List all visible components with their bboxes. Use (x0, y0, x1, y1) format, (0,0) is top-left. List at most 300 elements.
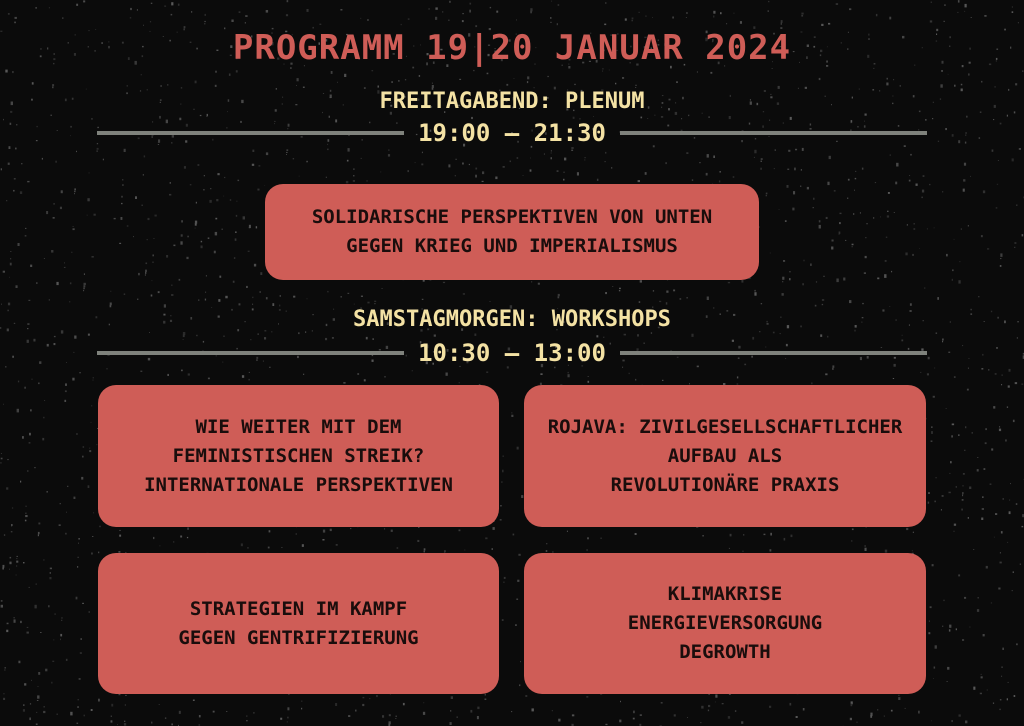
speckle-dot (39, 361, 41, 364)
speckle-dot (66, 362, 67, 363)
speckle-dot (91, 422, 92, 423)
workshop-line: ROJAVA: ZIVILGESELLSCHAFTLICHER (547, 415, 903, 438)
speckle-dot (931, 2, 932, 3)
speckle-dot (998, 588, 1000, 590)
speckle-dot (734, 13, 735, 14)
speckle-dot (951, 435, 953, 437)
speckle-dot (713, 16, 714, 18)
speckle-dot (11, 531, 13, 532)
speckle-dot (167, 84, 168, 85)
speckle-dot (360, 18, 361, 19)
speckle-dot (850, 718, 852, 720)
speckle-dot (12, 71, 14, 73)
speckle-dot (249, 372, 250, 373)
speckle-dot (215, 85, 217, 87)
speckle-dot (770, 253, 771, 254)
speckle-dot (181, 220, 183, 222)
speckle-dot (201, 241, 202, 243)
speckle-dot (1000, 265, 1002, 267)
speckle-dot (303, 374, 304, 375)
speckle-dot (234, 257, 235, 259)
speckle-dot (965, 135, 966, 136)
speckle-dot (456, 159, 457, 160)
speckle-dot (469, 164, 470, 165)
speckle-dot (1002, 648, 1004, 650)
speckle-dot (981, 368, 983, 370)
speckle-dot (57, 130, 58, 131)
speckle-dot (286, 152, 287, 153)
speckle-dot (77, 723, 79, 724)
speckle-dot (1000, 123, 1002, 125)
speckle-dot (865, 256, 867, 258)
speckle-dot (293, 296, 295, 298)
speckle-dot (10, 258, 11, 259)
speckle-dot (93, 513, 94, 514)
speckle-dot (87, 198, 89, 201)
speckle-dot (699, 162, 700, 163)
speckle-dot (462, 20, 464, 22)
speckle-dot (686, 17, 687, 18)
speckle-dot (900, 85, 901, 86)
speckle-dot (496, 11, 498, 13)
speckle-dot (153, 537, 154, 539)
speckle-dot (635, 379, 636, 381)
speckle-dot (307, 299, 308, 300)
speckle-dot (36, 584, 38, 585)
speckle-dot (27, 181, 29, 182)
speckle-dot (571, 150, 573, 151)
speckle-dot (71, 252, 72, 253)
speckle-dot (110, 291, 111, 292)
speckle-dot (942, 341, 943, 343)
saturday-time-row (97, 338, 927, 368)
speckle-dot (637, 334, 639, 336)
speckle-dot (233, 281, 235, 283)
speckle-dot (89, 611, 91, 612)
speckle-dot (1009, 511, 1011, 514)
speckle-dot (423, 702, 424, 703)
speckle-dot (932, 118, 933, 119)
speckle-dot (130, 8, 132, 10)
speckle-dot (38, 532, 40, 534)
speckle-dot (790, 703, 792, 706)
speckle-dot (141, 205, 143, 206)
speckle-dot (733, 176, 735, 178)
speckle-dot (419, 75, 420, 77)
speckle-dot (661, 702, 663, 703)
speckle-dot (65, 533, 67, 535)
speckle-dot (38, 523, 40, 525)
speckle-dot (245, 15, 247, 17)
speckle-dot (500, 519, 502, 520)
speckle-dot (931, 721, 932, 722)
speckle-dot (954, 377, 956, 378)
speckle-dot (801, 15, 803, 17)
workshop-card-feminist-strike (98, 385, 499, 527)
speckle-dot (779, 210, 780, 211)
speckle-dot (563, 172, 564, 173)
speckle-dot (299, 176, 300, 177)
speckle-dot (92, 256, 94, 258)
speckle-dot (203, 189, 205, 190)
speckle-dot (737, 376, 738, 378)
divider-line-left (97, 351, 404, 355)
speckle-dot (241, 543, 243, 546)
speckle-dot (83, 285, 85, 287)
speckle-dot (208, 238, 210, 239)
speckle-dot (819, 225, 821, 229)
plenum-line: SOLIDARISCHE PERSPEKTIVEN VON UNTEN (311, 206, 713, 228)
speckle-dot (1007, 407, 1008, 408)
speckle-dot (38, 534, 39, 536)
speckle-dot (281, 547, 282, 548)
workshop-line: AUFBAU ALS (667, 444, 783, 467)
speckle-dot (754, 150, 756, 154)
speckle-dot (37, 126, 38, 127)
speckle-dot (5, 366, 7, 367)
speckle-dot (942, 191, 943, 192)
speckle-dot (912, 551, 913, 552)
speckle-dot (876, 14, 878, 16)
speckle-dot (928, 632, 930, 634)
speckle-dot (619, 720, 621, 723)
speckle-dot (6, 487, 8, 489)
speckle-dot (969, 627, 970, 628)
friday-time: 19:00 – 21:30 (418, 119, 606, 147)
speckle-dot (155, 215, 157, 217)
speckle-dot (353, 180, 355, 182)
speckle-dot (380, 172, 381, 173)
speckle-dot (697, 71, 698, 72)
speckle-dot (93, 380, 94, 381)
speckle-dot (788, 150, 790, 152)
speckle-dot (990, 484, 992, 485)
speckle-dot (37, 700, 39, 701)
speckle-dot (516, 20, 517, 21)
speckle-dot (89, 172, 90, 173)
speckle-dot (158, 291, 160, 293)
speckle-dot (551, 150, 552, 151)
speckle-dot (80, 652, 82, 654)
speckle-dot (74, 497, 76, 499)
speckle-dot (493, 527, 495, 530)
workshop-line: GEGEN GENTRIFIZIERUNG (178, 626, 419, 649)
speckle-dot (988, 369, 989, 370)
speckle-dot (180, 536, 182, 538)
speckle-dot (18, 381, 19, 383)
speckle-dot (633, 711, 635, 714)
speckle-dot (761, 158, 763, 160)
speckle-dot (45, 669, 47, 672)
speckle-dot (248, 251, 250, 252)
speckle-dot (7, 623, 9, 625)
speckle-dot (36, 282, 38, 283)
speckle-dot (972, 432, 973, 433)
speckle-dot (825, 373, 827, 375)
speckle-dot (856, 722, 857, 723)
speckle-dot (587, 537, 589, 539)
speckle-dot (862, 303, 863, 304)
speckle-dot (287, 721, 288, 722)
speckle-dot (2, 567, 4, 569)
speckle-dot (44, 400, 45, 401)
speckle-dot (159, 545, 160, 546)
speckle-dot (153, 255, 154, 257)
speckle-dot (266, 10, 268, 13)
speckle-dot (828, 23, 830, 25)
speckle-dot (877, 709, 878, 710)
speckle-dot (111, 720, 113, 722)
speckle-dot (147, 239, 148, 240)
speckle-dot (998, 160, 999, 161)
speckle-dot (463, 293, 465, 295)
speckle-dot (40, 632, 42, 633)
speckle-dot (860, 212, 861, 213)
speckle-dot (31, 680, 32, 681)
speckle-dot (204, 175, 205, 176)
speckle-dot (848, 179, 850, 181)
speckle-dot (71, 126, 72, 128)
speckle-dot (5, 667, 6, 668)
speckle-dot (76, 151, 77, 152)
speckle-dot (927, 373, 929, 375)
speckle-dot (450, 710, 451, 711)
speckle-dot (193, 700, 195, 702)
speckle-dot (18, 661, 20, 664)
speckle-dot (42, 438, 44, 441)
speckle-dot (619, 290, 620, 291)
speckle-dot (25, 513, 26, 514)
speckle-dot (986, 566, 988, 569)
speckle-dot (459, 382, 460, 383)
speckle-dot (577, 172, 579, 175)
speckle-dot (952, 279, 953, 281)
speckle-dot (4, 670, 5, 671)
speckle-dot (287, 717, 289, 719)
speckle-dot (124, 294, 126, 295)
speckle-dot (23, 562, 25, 563)
speckle-dot (891, 710, 893, 712)
speckle-dot (952, 424, 954, 426)
speckle-dot (518, 554, 520, 556)
speckle-dot (768, 10, 769, 12)
speckle-dot (941, 509, 942, 510)
speckle-dot (15, 148, 16, 150)
speckle-dot (782, 277, 784, 280)
speckle-dot (967, 389, 969, 391)
speckle-dot (977, 469, 979, 471)
speckle-dot (964, 597, 966, 599)
speckle-dot (973, 549, 974, 550)
speckle-dot (89, 448, 90, 449)
speckle-dot (37, 695, 39, 698)
speckle-dot (246, 715, 247, 716)
speckle-dot (1015, 83, 1017, 85)
speckle-dot (127, 85, 128, 86)
speckle-dot (686, 12, 688, 13)
speckle-dot (866, 223, 868, 224)
speckle-dot (4, 534, 5, 536)
speckle-dot (601, 538, 602, 539)
speckle-dot (819, 220, 821, 222)
speckle-dot (50, 572, 51, 573)
speckle-dot (187, 236, 188, 238)
speckle-dot (117, 724, 118, 725)
speckle-dot (1, 453, 2, 454)
workshop-line: DEGROWTH (679, 641, 771, 663)
speckle-dot (935, 645, 937, 648)
speckle-dot (938, 141, 939, 142)
speckle-dot (928, 357, 930, 360)
speckle-dot (1000, 552, 1001, 553)
speckle-dot (995, 513, 997, 515)
speckle-dot (83, 288, 85, 290)
speckle-dot (235, 238, 237, 240)
speckle-dot (235, 231, 237, 233)
speckle-dot (34, 467, 36, 468)
speckle-dot (153, 238, 154, 239)
speckle-dot (296, 85, 297, 86)
speckle-dot (148, 218, 150, 220)
speckle-dot (94, 214, 96, 216)
speckle-dot (28, 300, 30, 301)
speckle-dot (223, 196, 224, 197)
speckle-dot (336, 544, 338, 545)
speckle-dot (996, 207, 998, 208)
speckle-dot (1008, 682, 1009, 683)
speckle-dot (191, 11, 192, 13)
speckle-dot (1, 168, 2, 170)
speckle-dot (1016, 205, 1017, 206)
speckle-dot (514, 78, 515, 79)
speckle-dot (432, 83, 433, 84)
speckle-dot (59, 524, 61, 526)
speckle-dot (207, 116, 208, 117)
speckle-dot (931, 431, 933, 434)
speckle-dot (502, 470, 504, 473)
speckle-dot (362, 704, 364, 706)
speckle-dot (161, 85, 162, 86)
speckle-dot (743, 534, 744, 535)
speckle-dot (946, 254, 948, 257)
speckle-dot (1003, 498, 1005, 500)
speckle-dot (388, 154, 390, 157)
speckle-dot (898, 697, 900, 700)
speckle-dot (769, 706, 771, 708)
speckle-dot (348, 148, 350, 152)
speckle-dot (353, 168, 354, 170)
speckle-dot (239, 12, 241, 13)
speckle-dot (11, 524, 12, 526)
speckle-dot (638, 180, 640, 182)
speckle-dot (119, 530, 120, 531)
speckle-dot (896, 163, 898, 167)
speckle-dot (65, 390, 67, 392)
speckle-dot (111, 716, 112, 717)
speckle-dot (928, 502, 929, 504)
speckle-dot (821, 24, 823, 26)
speckle-dot (83, 446, 85, 447)
speckle-dot (65, 383, 67, 386)
speckle-dot (486, 372, 488, 373)
speckle-dot (993, 406, 995, 409)
speckle-dot (57, 714, 58, 715)
speckle-dot (548, 76, 549, 77)
speckle-dot (52, 84, 54, 86)
speckle-dot (171, 2, 173, 5)
speckle-dot (74, 352, 75, 353)
speckle-dot (38, 686, 39, 687)
speckle-dot (260, 272, 262, 275)
speckle-dot (122, 179, 123, 180)
speckle-dot (982, 496, 983, 498)
speckle-dot (287, 707, 289, 710)
speckle-dot (44, 258, 45, 259)
speckle-dot (36, 712, 37, 713)
speckle-dot (645, 16, 647, 17)
speckle-dot (849, 8, 851, 10)
speckle-dot (3, 404, 4, 405)
speckle-dot (151, 722, 152, 724)
speckle-dot (680, 298, 682, 300)
speckle-dot (252, 297, 253, 298)
speckle-dot (56, 282, 58, 285)
speckle-dot (124, 723, 126, 726)
speckle-dot (516, 599, 518, 601)
speckle-dot (735, 711, 736, 712)
speckle-dot (963, 473, 965, 474)
speckle-dot (327, 149, 329, 151)
speckle-dot (173, 541, 174, 543)
speckle-dot (475, 168, 477, 170)
speckle-dot (146, 263, 148, 265)
speckle-dot (12, 356, 14, 358)
speckle-dot (442, 11, 443, 12)
speckle-dot (965, 142, 966, 144)
speckle-dot (322, 539, 324, 541)
speckle-dot (252, 304, 253, 305)
speckle-dot (1005, 439, 1007, 441)
speckle-dot (403, 703, 405, 705)
speckle-dot (448, 164, 450, 167)
speckle-dot (195, 81, 197, 84)
speckle-dot (482, 181, 484, 182)
speckle-dot (501, 482, 502, 483)
speckle-dot (10, 263, 12, 266)
workshop-line: WIE WEITER MIT DEM (195, 415, 402, 438)
speckle-dot (909, 175, 910, 176)
speckle-dot (17, 556, 18, 557)
speckle-dot (79, 372, 81, 373)
speckle-dot (633, 718, 635, 720)
speckle-dot (887, 78, 889, 80)
speckle-dot (348, 293, 350, 294)
speckle-dot (936, 477, 937, 478)
speckle-dot (726, 23, 727, 24)
speckle-dot (918, 711, 920, 714)
speckle-dot (993, 119, 994, 120)
speckle-dot (807, 187, 809, 190)
speckle-dot (996, 347, 998, 348)
speckle-dot (62, 17, 64, 19)
speckle-dot (930, 20, 932, 22)
speckle-dot (205, 14, 207, 16)
speckle-dot (242, 375, 244, 378)
speckle-dot (772, 68, 773, 69)
speckle-dot (962, 492, 964, 494)
speckle-dot (29, 718, 31, 721)
speckle-dot (666, 162, 667, 164)
